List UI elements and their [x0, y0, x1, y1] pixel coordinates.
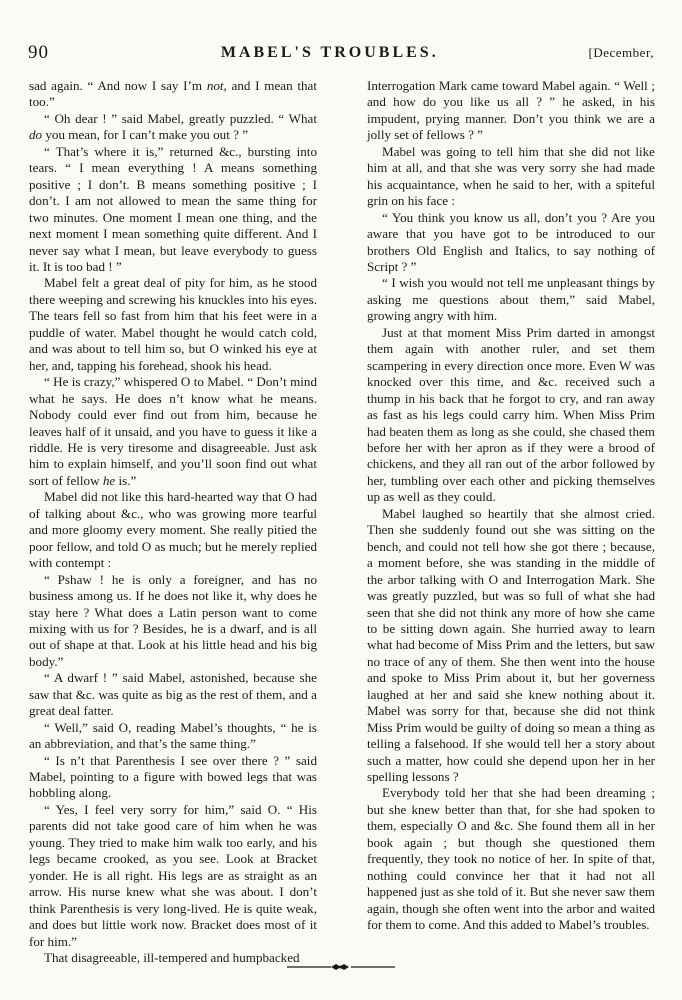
paragraph: Everybody told her that she had been dreaming ; but she knew better than that, for she had spoken to them, especially O and &c. She found them all in her book again ; but though she questioned them frequently, they took no notice of her. In spite of that, nothing could convince her that it had not all happened just as she told of it. But she never saw them again, though she often went into the arbor and waited for them to come. And this added to Mabel’s troubles. [367, 785, 655, 933]
paragraph: “ Oh dear ! ” said Mabel, greatly puzzled. “ What do you mean, for I can’t make you out ? ” [29, 110, 317, 143]
paragraph: Just at that moment Miss Prim darted in amongst them again with another ruler, and set them scampering in every direction once more. Even W was knocked over this time, and &c. received such a thump in his back that he forgot to cry, and ran away as fast as his legs could carry him. When Miss Prim had beaten them as long as she could, she chased them before her with her apron as if they were a brood of chickens, and they all ran out of the arbor followed by her, tumbling over each other and picking themselves up as well as they could. [367, 324, 655, 505]
page-number: 90 [28, 42, 49, 63]
running-title: MABEL'S TROUBLES. [220, 44, 439, 61]
paragraph: sad again. “ And now I say I’m not, and I mean that too.” [29, 78, 317, 110]
issue-month: [December, [588, 45, 654, 60]
running-header [28, 40, 654, 66]
paragraph: “ Pshaw ! he is only a foreigner, and has no business among us. If he does not like it, why does he stay here ? What does a Latin person want to come mixing with us for ? Besides, he is a dwarf, and is all out of shape at that. Look at his little head and his big body.” [29, 571, 317, 669]
paragraph: Mabel was going to tell him that she did not like him at all, and that she was very sorry she had made his acquaintance, when he said to her, with a spiteful grin on his face : [367, 143, 655, 209]
right-column [367, 78, 655, 934]
paragraph: Mabel felt a great deal of pity for him, as he stood there weeping and screwing his knuckles into his eyes. The tears fell so fast from him that his feet were in a puddle of water. Mabel thought he would catch cold, and was about to tell him so, but O winked his eye at her, and, tapping his forehead, shook his head. [29, 275, 317, 373]
paragraph: Interrogation Mark came toward Mabel again. “ Well ; and how do you like us all ? ” he asked, in his impudent, prying manner. Don’t you think we are a jolly set of fellows ? ” [367, 78, 655, 143]
paragraph: That disagreeable, ill-tempered and humpbacked [44, 950, 300, 966]
left-column [29, 78, 317, 966]
paragraph: “ I wish you would not tell me unpleasant things by asking me questions about them,” said Mabel, growing angry with him. [367, 275, 655, 324]
paragraph: “ Yes, I feel very sorry for him,” said O. “ His parents did not take good care of him when he was young. They tried to make him walk too early, and his legs became crooked, as you see. Look at Bracket yonder. He is all right. His legs are as straight as an arrow. His nurse knew what she was about. I don’t think Parenthesis is very long-lived. He is quite weak, and does but little work now. Bracket does most of it for him.” [29, 801, 317, 949]
paragraph: Mabel did not like this hard-hearted way that O had of talking about &c., who was growing more tearful and more gloomy every moment. She really pitied the poor fellow, and told O as much; but he merely replied with contempt : [29, 489, 317, 571]
end-ornament-icon [285, 962, 397, 972]
paragraph: “ You think you know us all, don’t you ? Are you aware that you have got to be introduced to our brothers Old English and Italics, to say nothing of Script ? ” [367, 209, 655, 274]
paragraph: “ Well,” said O, reading Mabel’s thoughts, “ he is an abbreviation, and that’s the same thing.” [29, 719, 317, 752]
paragraph: “ That’s where it is,” returned &c., bursting into tears. “ I mean everything ! A means something positive ; I don’t. B means something positive ; I don’t. I am not allowed to mean the same thing for two minutes. One moment I mean one thing, and the next moment I mean something quite different. And I never say what I mean, but leave everybody to guess it. It is too bad ! ” [29, 143, 317, 274]
paragraph: “ Is n’t that Parenthesis I see over there ? ” said Mabel, pointing to a figure with bowed legs that was hobbling along. [29, 752, 317, 801]
paragraph: Mabel laughed so heartily that she almost cried. Then she suddenly found out she was sitting on the bench, and could not tell how she got there ; because, a moment before, she was standing in the middle of the arbor talking with O and Interrogation Mark. She was greatly puzzled, but was so full of what she had seen that she did not think any more of how she came to be sitting down again. She hurried away to learn what had become of Miss Prim and the letters, but saw no trace of any of them. She then went into the house and spoke to Miss Prim about it, but her governess laughed at her and said she knew nothing about it. Mabel was sorry for that, because she did not think Miss Prim would be guilty of doing so mean a thing as telling a falsehood. If she would tell her a story about such a matter, how could she depend upon her in her spelling lessons ? [367, 505, 655, 785]
paragraph: “ A dwarf ! ” said Mabel, astonished, because she saw that &c. was quite as big as the rest of them, and a great deal fatter. [29, 670, 317, 719]
paragraph: “ He is crazy,” whispered O to Mabel. “ Don’t mind what he says. He does n’t know what he means. Nobody could ever find out from him, because he leaves half of it unsaid, and you have to guess it like a riddle. He is very tiresome and disagreeable. Just ask him to explain himself, and you’ll soon find out what sort of fellow he is.” [29, 374, 317, 488]
